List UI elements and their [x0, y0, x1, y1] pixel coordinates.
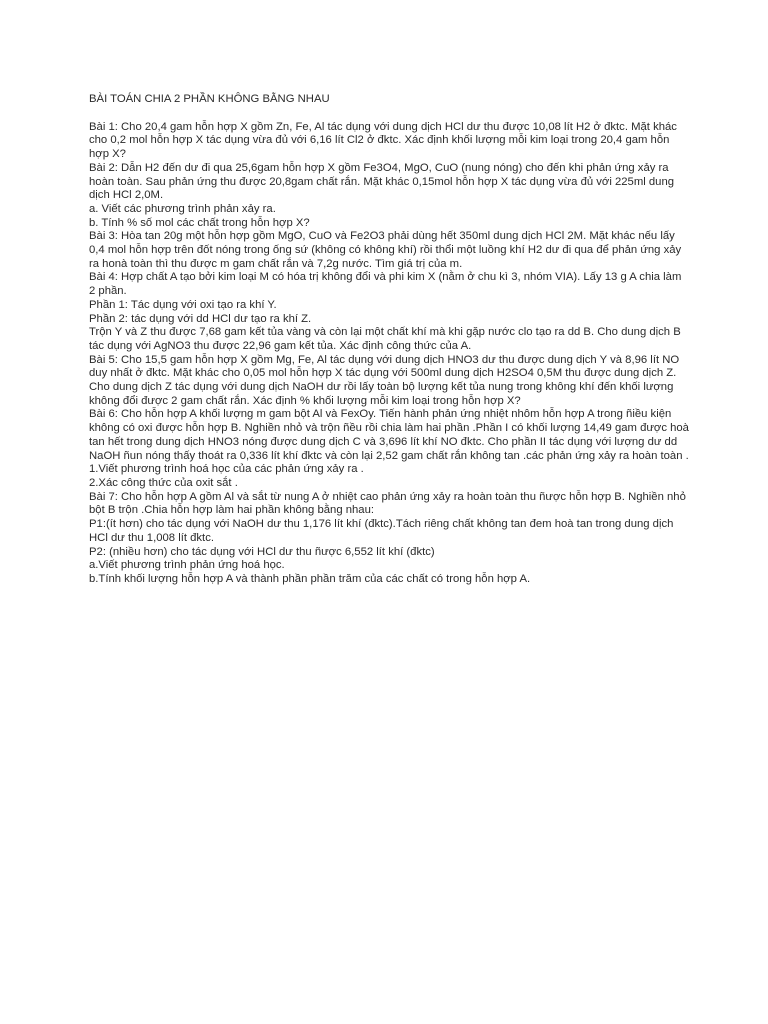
paragraph-bai-2b: b. Tính % số mol các chất trong hỗn hợp X? [89, 216, 310, 229]
paragraph-bai-6-q1: 1.Viết phương trình hoá học của các phản ứng xảy ra . [89, 463, 364, 476]
paragraph-bai-6-q2: 2.Xác công thức của oxit sắt . [89, 476, 238, 489]
document-title: BÀI TOÁN CHIA 2 PHẦN KHÔNG BẰNG NHAU [89, 93, 330, 105]
paragraph-bai-3: Bài 3: Hòa tan 20g một hỗn hợp gồm MgO, CuO và Fe2O3 phải dùng hết 350ml dung dịch HCl 2M. Mặt khác nếu lấy 0,4 mol hỗn hợp trên đốt nóng trong ống sứ (không có không khí) rồi thổi một luồng khí H2 dư đi qua để phản ứng xảy ra honà toàn thì thu được m gam chất rắn và 7,2g nước. Tìm giá trị của m. [89, 230, 682, 270]
paragraph-bai-4-tron: Trộn Y và Z thu được 7,68 gam kết tủa vàng và còn lại một chất khí mà khi gặp nước clo tạo ra dd B. Cho dung dịch B tác dụng với AgNO3 thu được 22,96 gam kết tủa. Xác định công thức của A. [89, 326, 681, 352]
paragraph-bai-7-b: b.Tính khối lượng hỗn hợp A và thành phần phần trăm của các chất có trong hỗn hợp A. [89, 572, 531, 585]
paragraph-bai-2a: a. Viết các phương trình phản xảy ra. [89, 202, 276, 215]
paragraph-bai-7-a: a.Viết phương trình phản ứng hoá học. [89, 559, 285, 572]
paragraph-bai-2: Bài 2: Dẫn H2 đến dư đi qua 25,6gam hỗn hợp X gồm Fe3O4, MgO, CuO (nung nóng) cho đến khi phản ứng xảy ra hoàn toàn. Sau phản ứng thu được 20,8gam chất rắn. Mặt khác 0,15mol hỗn hợp X tác dụng vừa đủ với 225ml dung dịch HCl 2,0M. [89, 161, 675, 202]
paragraph-bai-4-phan-1: Phần 1: Tác dụng với oxi tạo ra khí Y. [89, 298, 277, 311]
paragraph-bai-4-phan-2: Phần 2: tác dụng với dd HCl dư tạo ra khí Z. [89, 312, 312, 325]
document-body [89, 93, 689, 587]
paragraph-bai-5: Bài 5: Cho 15,5 gam hỗn hợp X gồm Mg, Fe, Al tác dụng với dung dịch HNO3 dư thu được dung dịch Y và 8,96 lít NO duy nhất ở đktc. Mặt khác cho 0,05 mol hỗn hợp X tác dụng với 500ml dung dịch H2SO4 0,5M thu được dung dịch Z. Cho dung dịch Z tác dụng với dung dịch NaOH dư rồi lấy toàn bộ lượng kết tủa nung trong không khí đến khối lượng không đổi được 2 gam chất rắn. Xác định % khối lượng mỗi kim loại trong hỗn hợp X? [89, 353, 680, 407]
paragraph-bai-7-p1: P1:(ít hơn) cho tác dụng với NaOH dư thu 1,176 lít khí (đktc).Tách riêng chất không tan đem hoà tan trong dung dịch HCl dư thu 1,008 lít đktc. [89, 518, 674, 544]
paragraph-bai-7-p2: P2: (nhiều hơn) cho tác dụng với HCl dư thu ñược 6,552 lít khí (đktc) [89, 545, 435, 558]
paragraph-bai-4: Bài 4: Hợp chất A tạo bởi kim loại M có hóa trị không đổi và phi kim X (nằm ở chu kì 3, nhóm VIA). Lấy 13 g A chia làm 2 phần. [89, 271, 682, 298]
paragraph-bai-6: Bài 6: Cho hỗn hợp A khối lượng m gam bột Al và FexOy. Tiến hành phản ứng nhiệt nhôm hỗn hợp A trong ñiều kiện không có oxi được hỗn hợp B. Nghiền nhỏ và trộn ñều rồi chia làm hai phần .Phần I có khối lượng 14,49 gam được hoà tan hết trong dung dịch HNO3 nóng được dung dịch C và 3,696 lít khí NO đktc. Cho phần II tác dụng với lượng dư dd NaOH ñun nóng thấy thoát ra 0,336 lít khí đktc và còn lại 2,52 gam chất rắn không tan .các phản ứng xảy ra hoàn toàn . [89, 408, 689, 462]
paragraph-bai-7: Bài 7: Cho hỗn hợp A gồm Al và sắt từ nung A ở nhiệt cao phản ứng xảy ra hoàn toàn thu ñược hỗn hợp B. Nghiền nhỏ bột B trộn .Chia hỗn hợp làm hai phần không bằng nhau: [89, 490, 686, 517]
paragraph-bai-1: Bài 1: Cho 20,4 gam hỗn hợp X gồm Zn, Fe, Al tác dụng với dung dịch HCl dư thu được 10,08 lít H2 ở đktc. Mặt khác cho 0,2 mol hỗn hợp X tác dụng vừa đủ với 6,16 lít Cl2 ở đktc. Xác định khối lượng mỗi kim loại trong 20,4 gam hỗn hợp X? [89, 120, 677, 161]
